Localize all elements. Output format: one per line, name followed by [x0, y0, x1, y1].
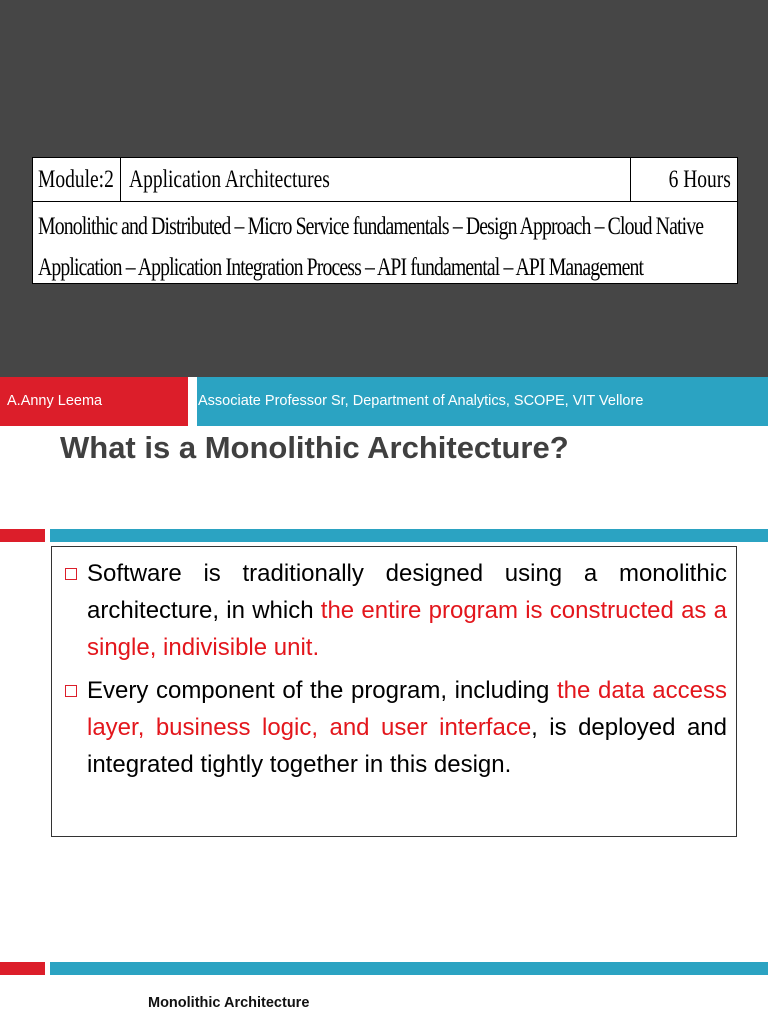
module-hours: 6 Hours — [668, 166, 731, 193]
accent-bar-blue — [50, 962, 768, 975]
module-description-line-2: Application – Application Integration Process – API fundamental – API Management — [38, 254, 644, 281]
module-number: Module:2 — [33, 158, 121, 202]
bullet-item: Software is traditionally designed using a monolithic architecture, in which the entire program is constructed as a single, indivisible unit. — [61, 555, 727, 666]
module-table — [32, 157, 738, 284]
module-slide — [0, 0, 768, 377]
square-bullet-icon — [65, 685, 77, 697]
highlight-text: the entire program is constructed as a single, indivisible unit. — [87, 597, 727, 661]
footer-author: A.Anny Leema — [0, 377, 188, 426]
bullet-item: Every component of the program, including the data access layer, business logic, and user interface, is deployed and integrated tightly together in this design. — [61, 672, 727, 783]
square-bullet-icon — [65, 568, 77, 580]
accent-bar-blue — [50, 529, 768, 542]
module-header-row — [33, 158, 737, 202]
accent-bar-red — [0, 529, 45, 542]
slide-caption: Monolithic Architecture — [148, 995, 310, 1011]
footer-affiliation: Associate Professor Sr, Department of Analytics, SCOPE, VIT Vellore — [197, 377, 768, 426]
module-description-line-1: Monolithic and Distributed – Micro Service fundamentals – Design Approach – Cloud Native — [38, 213, 704, 240]
content-box — [51, 546, 737, 837]
accent-bar-red — [0, 962, 45, 975]
highlight-text: the data access layer, business logic, and user interface — [87, 677, 727, 741]
slide-title: What is a Monolithic Architecture? — [60, 430, 569, 465]
slide-footer — [0, 377, 768, 426]
module-description — [38, 206, 733, 288]
module-title: Application Architectures — [121, 158, 631, 202]
